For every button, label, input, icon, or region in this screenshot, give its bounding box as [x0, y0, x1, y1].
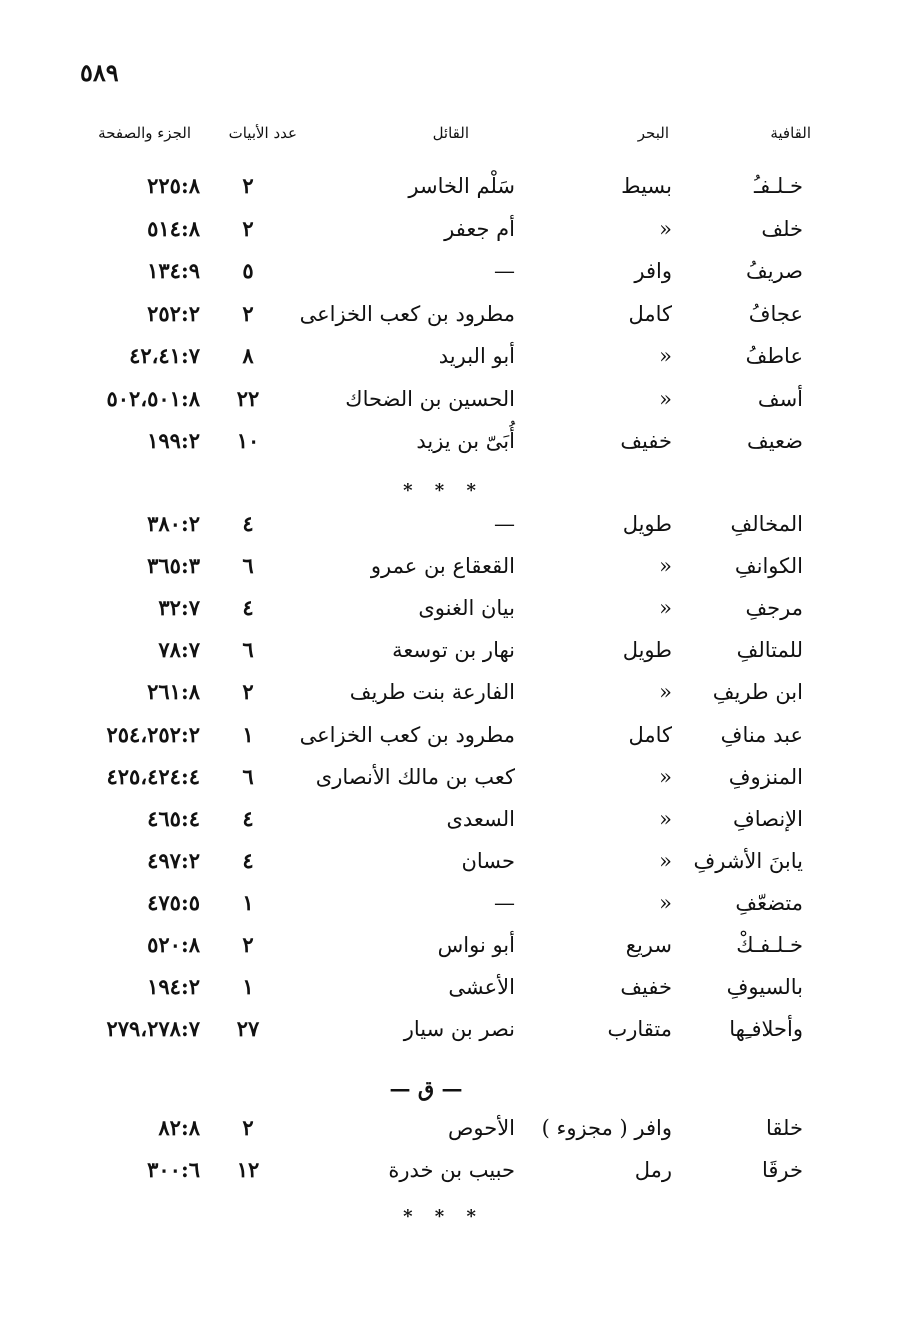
- rhyme-word: المخالفِ: [730, 512, 803, 536]
- meter: رمل: [634, 1158, 672, 1182]
- poet-name: —: [494, 512, 515, 536]
- volume-page-ref: ٥٢٠:٨: [147, 932, 200, 957]
- verse-count: ٦: [242, 553, 254, 578]
- verse-count: ١: [242, 974, 254, 999]
- rhyme-word: خرقَا: [761, 1158, 803, 1182]
- verse-count: ١: [242, 890, 254, 915]
- verse-count: ١٠: [236, 428, 260, 453]
- header-meter: البحر: [637, 124, 669, 142]
- verse-count: ٢: [242, 301, 254, 326]
- meter: خفيف: [620, 429, 672, 453]
- table-row: [0, 336, 919, 376]
- meter: «: [659, 891, 672, 915]
- table-row: [0, 546, 919, 586]
- volume-page-ref: ٤٢٥،٤٢٤:٤: [106, 764, 200, 789]
- table-row: [0, 209, 919, 249]
- poet-name: نهار بن توسعة: [392, 638, 515, 662]
- volume-page-ref: ٤٢،٤١:٧: [129, 343, 200, 368]
- volume-page-ref: ٥١٤:٨: [147, 216, 200, 241]
- table-row: [0, 967, 919, 1007]
- volume-page-ref: ٥٠٢،٥٠١:٨: [106, 386, 200, 411]
- verse-count: ٢: [242, 173, 254, 198]
- rhyme-word: الإنصافِ: [732, 807, 803, 831]
- verse-count: ٤: [242, 848, 254, 873]
- table-row: [0, 715, 919, 755]
- section-separator: * * *: [403, 1206, 484, 1227]
- volume-page-ref: ٧٨:٧: [158, 637, 200, 662]
- volume-page-ref: ٢٢٥:٨: [147, 173, 200, 198]
- table-row: [0, 588, 919, 628]
- volume-page-ref: ٢٥٢:٢: [147, 301, 200, 326]
- rhyme-word: ابن طريفِ: [712, 680, 803, 704]
- rhyme-word: خلف: [761, 217, 803, 241]
- poet-name: حسان: [461, 849, 515, 873]
- volume-page-ref: ٨٢:٨: [158, 1115, 200, 1140]
- meter: «: [659, 680, 672, 704]
- poet-name: الأعشى: [448, 975, 515, 999]
- verse-count: ٦: [242, 637, 254, 662]
- meter: وافر: [634, 259, 672, 283]
- rhyme-word: عجافُ: [748, 302, 803, 326]
- poet-name: نصر بن سيار: [403, 1017, 515, 1041]
- table-row: [0, 421, 919, 461]
- rhyme-word: خلقا: [766, 1116, 803, 1140]
- volume-page-ref: ٢٧٩،٢٧٨:٧: [106, 1016, 200, 1041]
- volume-page-ref: ١٩٤:٢: [147, 974, 200, 999]
- table-row: [0, 925, 919, 965]
- volume-page-ref: ٤٩٧:٢: [147, 848, 200, 873]
- poet-name: الحسين بن الضحاك: [345, 387, 515, 411]
- rhyme-word: مرجفِ: [745, 596, 803, 620]
- verse-count: ٥: [242, 258, 254, 283]
- poet-name: —: [494, 259, 515, 283]
- meter: بسيط: [621, 174, 672, 198]
- meter: «: [659, 217, 672, 241]
- meter: «: [659, 807, 672, 831]
- rhyme-word: أسف: [757, 387, 803, 411]
- rhyme-word: عاطفُ: [745, 344, 803, 368]
- volume-page-ref: ٤٦٥:٤: [147, 806, 200, 831]
- poet-name: القعقاع بن عمرو: [370, 554, 515, 578]
- table-row: [0, 251, 919, 291]
- poet-name: —: [494, 891, 515, 915]
- rhyme-word: يابنَ الأشرفِ: [693, 849, 803, 873]
- volume-page-ref: ١٩٩:٢: [147, 428, 200, 453]
- verse-count: ٤: [242, 595, 254, 620]
- rhyme-word: خـلـفـكْ: [736, 933, 803, 957]
- volume-page-ref: ٣٦٥:٣: [147, 553, 200, 578]
- poet-name: أُبَىّ بن يزيد: [416, 429, 515, 453]
- meter: «: [659, 387, 672, 411]
- meter: طويل: [622, 638, 672, 662]
- verse-count: ٢٧: [236, 1016, 260, 1041]
- rhyme-word: عبد منافِ: [720, 723, 803, 747]
- rhyme-word: بالسيوفِ: [726, 975, 803, 999]
- verse-count: ١: [242, 722, 254, 747]
- poet-name: أبو البريد: [438, 344, 515, 368]
- poet-name: الأحوص: [447, 1116, 515, 1140]
- verse-count: ٢: [242, 1115, 254, 1140]
- rhyme-word: متضعّفِ: [735, 891, 803, 915]
- volume-page-ref: ٣٠٠:٦: [147, 1157, 200, 1182]
- verse-count: ٤: [242, 806, 254, 831]
- rhyme-word: ضعيف: [746, 429, 803, 453]
- poet-name: السعدى: [446, 807, 515, 831]
- meter: سريع: [625, 933, 672, 957]
- volume-page-ref: ٣٢:٧: [158, 595, 200, 620]
- table-row: [0, 1009, 919, 1049]
- meter: «: [659, 344, 672, 368]
- meter: متقارب: [607, 1017, 672, 1041]
- table-row: [0, 883, 919, 923]
- volume-page-ref: ٤٧٥:٥: [147, 890, 200, 915]
- table-row: [0, 841, 919, 881]
- meter: «: [659, 849, 672, 873]
- verse-count: ١٢: [236, 1157, 260, 1182]
- verse-count: ٢: [242, 216, 254, 241]
- table-row: [0, 1150, 919, 1190]
- table-row: [0, 672, 919, 712]
- rhyme-word: صريفُ: [745, 259, 803, 283]
- poet-name: حبيب بن خدرة: [388, 1158, 515, 1182]
- meter: وافر ( مجزوء ): [541, 1116, 672, 1140]
- poet-name: كعب بن مالك الأنصارى: [315, 765, 515, 789]
- meter: طويل: [622, 512, 672, 536]
- meter: «: [659, 596, 672, 620]
- table-row: [0, 504, 919, 544]
- poet-name: الفارعة بنت طريف: [349, 680, 515, 704]
- table-row: [0, 757, 919, 797]
- table-row: [0, 799, 919, 839]
- poet-name: بيان الغنوى: [418, 596, 515, 620]
- meter: «: [659, 765, 672, 789]
- header-volume-page: الجزء والصفحة: [98, 124, 191, 142]
- verse-count: ٢٢: [236, 386, 260, 411]
- table-row: [0, 166, 919, 206]
- header-rhyme: القافية: [770, 124, 811, 142]
- meter: «: [659, 554, 672, 578]
- poet-name: أبو نواس: [437, 933, 515, 957]
- letter-heading: — ق —: [389, 1076, 463, 1101]
- meter: خفيف: [620, 975, 672, 999]
- table-row: [0, 294, 919, 334]
- rhyme-word: المنزوفِ: [728, 765, 803, 789]
- page-number: ٥٨٩: [80, 58, 119, 87]
- rhyme-word: خـلـفـُ: [753, 174, 803, 198]
- volume-page-ref: ٢٦١:٨: [147, 679, 200, 704]
- rhyme-word: وأحلافـِها: [729, 1017, 803, 1041]
- verse-count: ٢: [242, 932, 254, 957]
- table-row: [0, 379, 919, 419]
- verse-count: ٤: [242, 511, 254, 536]
- poet-name: سَلْم الخاسر: [408, 174, 515, 198]
- verse-count: ٨: [242, 343, 254, 368]
- poet-name: أم جعفر: [444, 217, 515, 241]
- volume-page-ref: ٣٨٠:٢: [147, 511, 200, 536]
- verse-count: ٢: [242, 679, 254, 704]
- rhyme-word: الكوانفِ: [734, 554, 803, 578]
- meter: كامل: [628, 723, 672, 747]
- header-verse-count: عدد الأبيات: [228, 124, 297, 142]
- volume-page-ref: ١٣٤:٩: [147, 258, 200, 283]
- poet-name: مطرود بن كعب الخزاعى: [299, 723, 515, 747]
- meter: كامل: [628, 302, 672, 326]
- table-row: [0, 1108, 919, 1148]
- table-row: [0, 630, 919, 670]
- rhyme-word: للمتالفِ: [736, 638, 803, 662]
- verse-count: ٦: [242, 764, 254, 789]
- header-poet: القائل: [432, 124, 469, 142]
- volume-page-ref: ٢٥٤،٢٥٢:٢: [106, 722, 200, 747]
- poet-name: مطرود بن كعب الخزاعى: [299, 302, 515, 326]
- section-separator: * * *: [403, 480, 484, 501]
